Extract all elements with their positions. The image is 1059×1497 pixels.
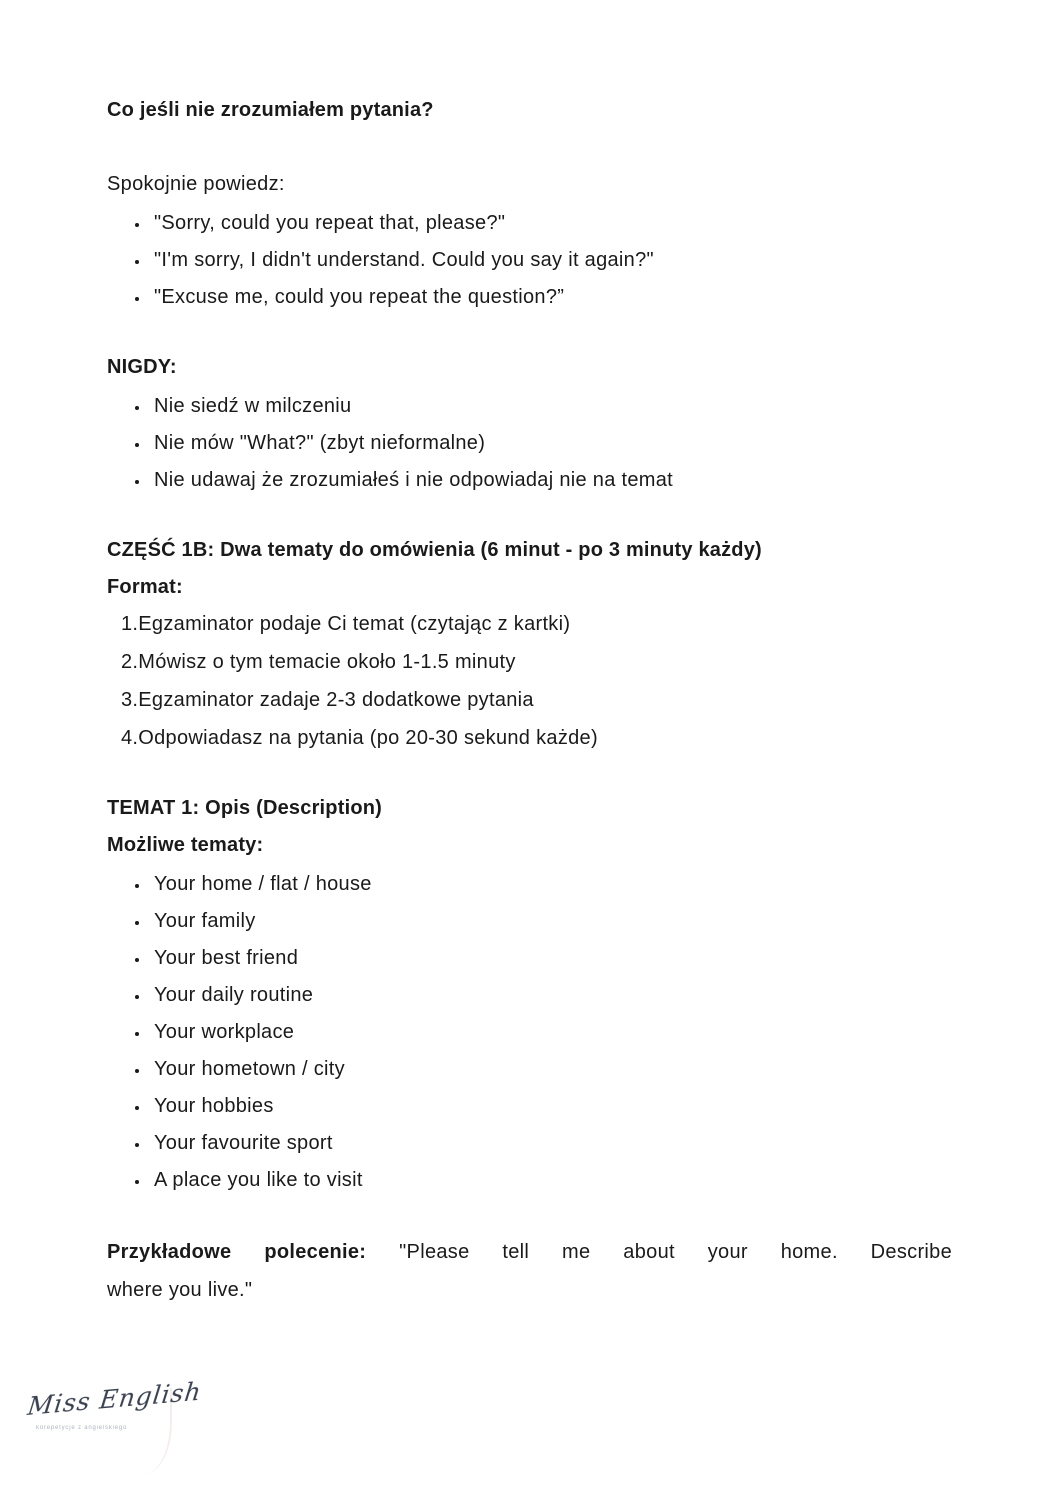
topics-list [107,873,952,1192]
section-heading-temat-1: TEMAT 1: Opis (Description) [107,797,383,819]
list-item: • "I'm sorry, I didn't understand. Could you say it again?" [150,249,952,272]
list-item: 3.Egzaminator zadaje 2-3 dodatkowe pytania [121,689,534,711]
list-item: • "Excuse me, could you repeat the question?” [150,286,952,309]
example-text: "Please tell me about your home. Describe [399,1241,952,1263]
list-item: 2.Mówisz o tym temacie około 1-1.5 minuty [121,651,516,673]
list-item: • Your daily routine [150,984,952,1007]
phrases-list [107,212,952,309]
list-item: • Your hobbies [150,1095,952,1118]
example-instruction [107,1240,952,1302]
subheading-mozliwe-tematy: Możliwe tematy: [107,834,264,856]
list-item: 4.Odpowiadasz na pytania (po 20-30 sekund każde) [121,727,598,749]
logo-tagline: korepetycje z angielskiego [36,1425,128,1431]
section-heading-nigdy: NIGDY: [107,356,177,378]
list-item: • Your home / flat / house [150,873,952,896]
example-line-1 [107,1240,952,1264]
list-item: • Your favourite sport [150,1132,952,1155]
list-item: • Nie siedź w milczeniu [150,395,952,418]
logo-signature-text: Miss English [26,1376,204,1421]
brand-logo [26,1376,204,1431]
section-heading-what-if: Co jeśli nie zrozumiałem pytania? [107,99,434,121]
list-item: • Your best friend [150,947,952,970]
example-label: Przykładowe polecenie: [107,1241,367,1263]
example-line-2: where you live." [107,1279,253,1301]
list-item: 1.Egzaminator podaje Ci temat (czytając z kartki) [121,613,571,635]
list-item: • Nie mów "What?" (zbyt nieformalne) [150,432,952,455]
list-item: • Your hometown / city [150,1058,952,1081]
document-page [107,0,952,1302]
format-steps-list [107,613,952,750]
section-heading-czesc-1b: CZĘŚĆ 1B: Dwa tematy do omówienia (6 minut - po 3 minuty każdy) [107,539,762,561]
list-item: • A place you like to visit [150,1169,952,1192]
list-item: • Your workplace [150,1021,952,1044]
intro-text: Spokojnie powiedz: [107,173,285,195]
list-item: • Nie udawaj że zrozumiałeś i nie odpowiadaj nie na temat [150,469,952,492]
list-item: • "Sorry, could you repeat that, please?" [150,212,952,235]
list-item: • Your family [150,910,952,933]
nigdy-list [107,395,952,492]
subheading-format: Format: [107,576,183,598]
